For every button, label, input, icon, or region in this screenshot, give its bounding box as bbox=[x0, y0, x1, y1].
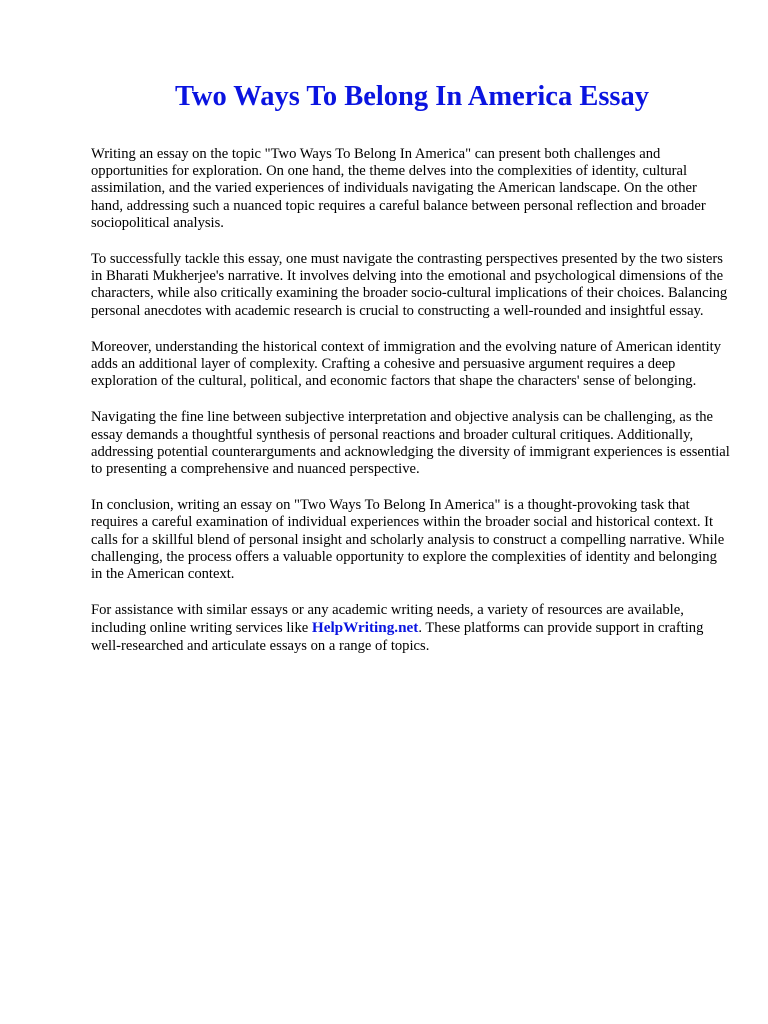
paragraph-3: Moreover, understanding the historical context of immigration and the evolving nature of American identity adds an additional layer of complexity. Crafting a cohesive and persuasive argument requires a deep exploration of the cultural, political, and economic factors that shape the characters' sense of belonging. bbox=[91, 338, 722, 390]
paragraph-2: To successfully tackle this essay, one must navigate the contrasting perspectives presented by the two sisters in Bharati Mukherjee's narrative. It involves delving into the emotional and psychological dimensions of the characters, while also critically examining the broader socio-cultural implications of their choices. Balancing personal anecdotes with academic research is crucial to constructing a well-rounded and insightful essay. bbox=[91, 251, 728, 319]
helpwriting-link[interactable]: HelpWriting.net bbox=[311, 619, 419, 637]
paragraph-6 bbox=[91, 602, 731, 655]
page-title: Two Ways To Belong In America Essay bbox=[174, 81, 650, 112]
paragraph-1: Writing an essay on the topic "Two Ways To Belong In America" can present both challenges and opportunities for exploration. On one hand, the theme delves into the complexities of identity, cultural assimilation, and the varied experiences of individuals navigating the American landscape. On the other hand, addressing such a nuanced topic requires a careful balance between personal reflection and broader sociopolitical analysis. bbox=[91, 146, 706, 231]
paragraph-5: In conclusion, writing an essay on "Two Ways To Belong In America" is a thought-provoking task that requires a careful examination of individual experiences within the broader social and historical context. It calls for a skillful blend of personal insight and scholarly analysis to construct a compelling narrative. While challenging, the process offers a valuable opportunity to explore the complexities of identity and belonging in the American context. bbox=[91, 497, 725, 583]
essay-body bbox=[91, 146, 731, 674]
paragraph-6-text-after-link: . These platforms can provide support in crafting well-researched and articulate essays on a range of topics. bbox=[91, 620, 704, 654]
paragraph-6-text-before-link: For assistance with similar essays or any academic writing needs, a variety of resources are available, including online writing services like bbox=[91, 602, 684, 637]
paragraph-4: Navigating the fine line between subjective interpretation and objective analysis can be challenging, as the essay demands a thoughtful synthesis of personal reactions and broader cultural critiques. Additionally, addressing potential counterarguments and acknowledging the diversity of immigrant experiences is essential to presenting a comprehensive and nuanced perspective. bbox=[91, 409, 730, 478]
